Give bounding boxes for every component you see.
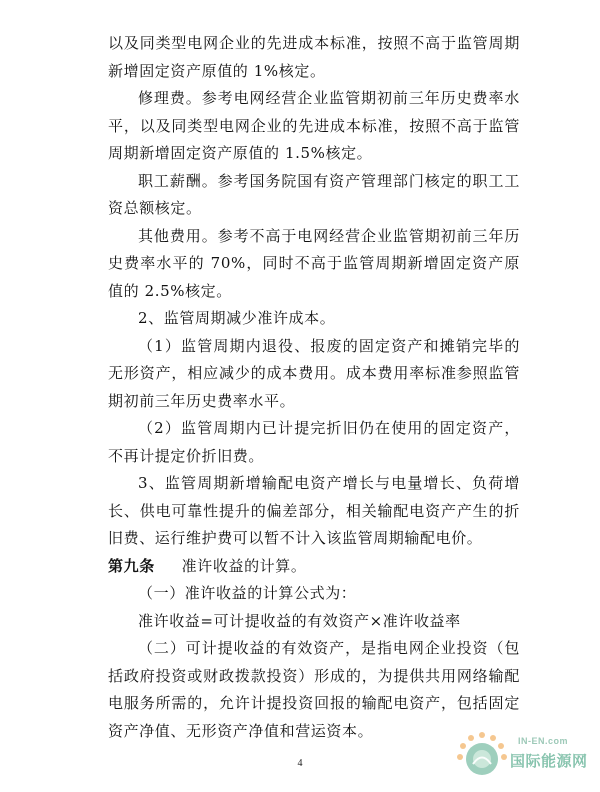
paragraph-repair-cost: 修理费。参考电网经营企业监管期初前三年历史费率水平，以及同类型电网企业的先进成本标准，按照不高于监管周期新增固定资产原值的 1.5%核定。 [108, 89, 520, 162]
watermark-logo [452, 726, 592, 786]
paragraph-item-3: 3、监管周期新增输配电资产增长与电量增长、负荷增长、供电可靠性提升的偏差部分，相关输配电资产产生的折旧费、运行维护费可以暂不计入该监管周期输配电价。 [108, 474, 520, 547]
article-number: 第九条 [108, 556, 155, 575]
watermark-sun-icon [452, 726, 512, 786]
paragraph-other-costs: 其他费用。参考不高于电网经营企业监管期初前三年历史费率水平的 70%，同时不高于监管周期新增固定资产原值的 2.5%核定。 [108, 226, 520, 300]
watermark-url: IN-EN.com [518, 736, 569, 746]
article-heading [108, 553, 520, 581]
paragraph-depreciation-continued: 以及同类型电网企业的先进成本标准，按照不高于监管周期新增固定资产原值的 1%核定。 [108, 34, 520, 80]
article-spacer [160, 557, 176, 575]
paragraph-item-2: （2）监管周期内已计提完折旧仍在使用的固定资产，不再计提定价折旧费。 [108, 419, 520, 465]
article-title: 准许收益的计算。 [181, 556, 307, 575]
document-body [108, 30, 520, 745]
paragraph-formula-intro: （一）准许收益的计算公式为： [138, 584, 357, 602]
watermark-brand: 国际能源网 [510, 753, 588, 770]
paragraph-staff-pay: 职工薪酬。参考国务院国有资产管理部门核定的职工工资总额核定。 [108, 171, 520, 217]
paragraph-formula: 准许收益=可计提收益的有效资产×准许收益率 [138, 611, 461, 630]
paragraph-effective-assets: （二）可计提收益的有效资产，是指电网企业投资（包括政府投资或财政拨款投资）形成的，为提供共用网络输配电服务所需的，允许计提投资回报的输配电资产，包括固定资产净值、无形资产净值和营运资本。 [108, 639, 520, 740]
paragraph-cost-reduction: 2、监管周期减少准许成本。 [138, 309, 336, 327]
page-number: 4 [297, 758, 303, 769]
paragraph-item-1: （1）监管周期内退役、报废的固定资产和摊销完毕的无形资产，相应减少的成本费用。成本费用率标准参照监管期初前三年历史费率水平。 [108, 336, 520, 410]
